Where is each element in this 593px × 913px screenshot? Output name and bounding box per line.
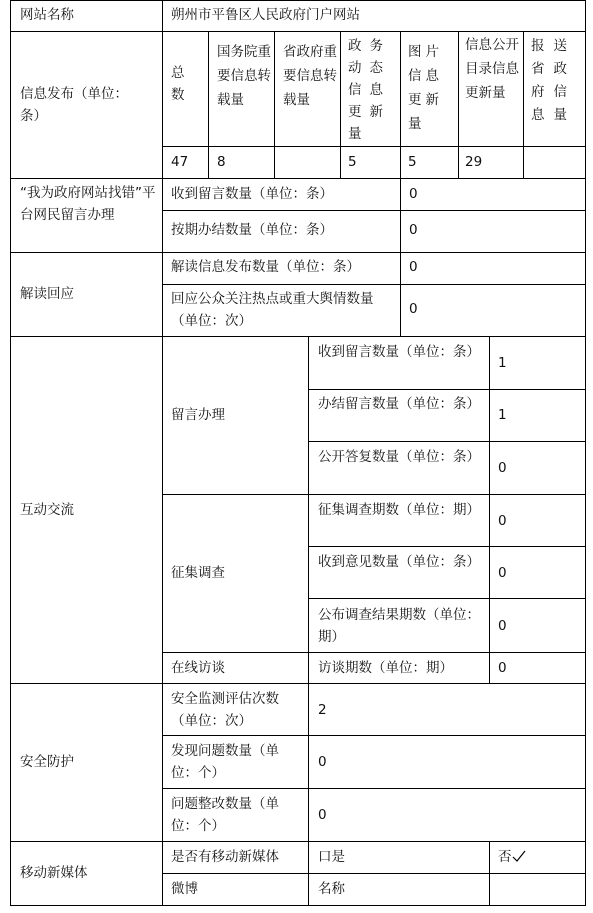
issues-fixed-value: 0: [318, 807, 327, 823]
site-name-label: 网站名称: [20, 7, 74, 23]
messages-resolved-label: 办结留言数量（单位：条）: [318, 396, 480, 412]
site-name-value: 朔州市平鲁区人民政府门户网站: [171, 7, 360, 23]
col-header-total: 总数: [171, 65, 185, 103]
survey-periods-value: 0: [498, 513, 507, 529]
public-replies-label: 公开答复数量（单位：条）: [318, 449, 480, 465]
col-header-state-council: 国务院重要信息转载量: [217, 44, 271, 108]
col-header-provincial: 省政府重要信息转载量: [283, 44, 337, 108]
col-value-image-updates: 5: [408, 154, 417, 170]
col-header-image-updates: 图片信息更新量: [408, 44, 443, 132]
interpretation-published-label: 解读信息发布数量（单位：条）: [171, 259, 360, 275]
col-header-disclosure-catalog: 信息公开目录信息更新量: [465, 37, 519, 101]
survey-results-value: 0: [498, 618, 507, 634]
error-report-received-value: 0: [409, 186, 418, 202]
survey-label: 征集调查: [171, 565, 225, 581]
has-mobile-media-no: 否: [498, 849, 512, 865]
error-report-received-label: 收到留言数量（单位：条）: [171, 186, 333, 202]
col-value-total: 47: [171, 154, 189, 170]
messages-resolved-value: 1: [498, 407, 507, 423]
col-header-report-provincial: 报送省政府信息量: [531, 38, 576, 123]
message-handling-label: 留言办理: [171, 407, 225, 423]
col-value-news-updates: 5: [348, 154, 357, 170]
security-assessments-value: 2: [318, 702, 327, 718]
issues-found-value: 0: [318, 754, 327, 770]
col-value-disclosure-catalog: 29: [465, 154, 483, 170]
weibo-label: 微博: [171, 881, 198, 897]
weibo-name-label: 名称: [318, 881, 345, 897]
security-assessments-label: 安全监测评估次数（单位：次）: [171, 691, 279, 729]
error-report-resolved-label: 按期办结数量（单位：条）: [171, 222, 333, 238]
interview-periods-label: 访谈期数（单位：期）: [318, 660, 453, 676]
has-mobile-media-label: 是否有移动新媒体: [171, 849, 279, 865]
public-replies-value: 0: [498, 460, 507, 476]
opinions-received-value: 0: [498, 565, 507, 581]
messages-received-value: 1: [498, 355, 507, 371]
messages-received-label: 收到留言数量（单位：条）: [318, 344, 480, 360]
security-label: 安全防护: [20, 754, 74, 770]
has-mobile-media-yes: 口是: [318, 849, 345, 865]
issues-fixed-label: 问题整改数量（单位：个）: [171, 796, 279, 834]
error-report-label: “我为政府网站找错”平台网民留言办理: [20, 185, 156, 223]
mobile-media-label: 移动新媒体: [20, 865, 88, 881]
error-report-resolved-value: 0: [409, 222, 418, 238]
interpretation-published-value: 0: [409, 259, 418, 275]
info-release-label: 信息发布（单位：条）: [20, 86, 128, 124]
has-mobile-media-no-option: [498, 846, 526, 868]
survey-periods-label: 征集调查期数（单位：期）: [318, 502, 480, 518]
interpretation-response-value: 0: [409, 301, 418, 317]
col-header-news-updates: 政务动态信息更新量: [348, 38, 391, 142]
survey-results-label: 公布调查结果期数（单位：期）: [318, 607, 480, 645]
interview-periods-value: 0: [498, 660, 507, 676]
interpretation-label: 解读回应: [20, 286, 74, 302]
issues-found-label: 发现问题数量（单位：个）: [171, 743, 279, 781]
check-icon: [512, 849, 526, 863]
online-interview-label: 在线访谈: [171, 660, 225, 676]
opinions-received-label: 收到意见数量（单位：条）: [318, 554, 480, 570]
interaction-label: 互动交流: [20, 502, 74, 518]
col-value-state-council: 8: [217, 154, 226, 170]
interpretation-response-label: 回应公众关注热点或重大舆情数量（单位：次）: [171, 291, 374, 329]
